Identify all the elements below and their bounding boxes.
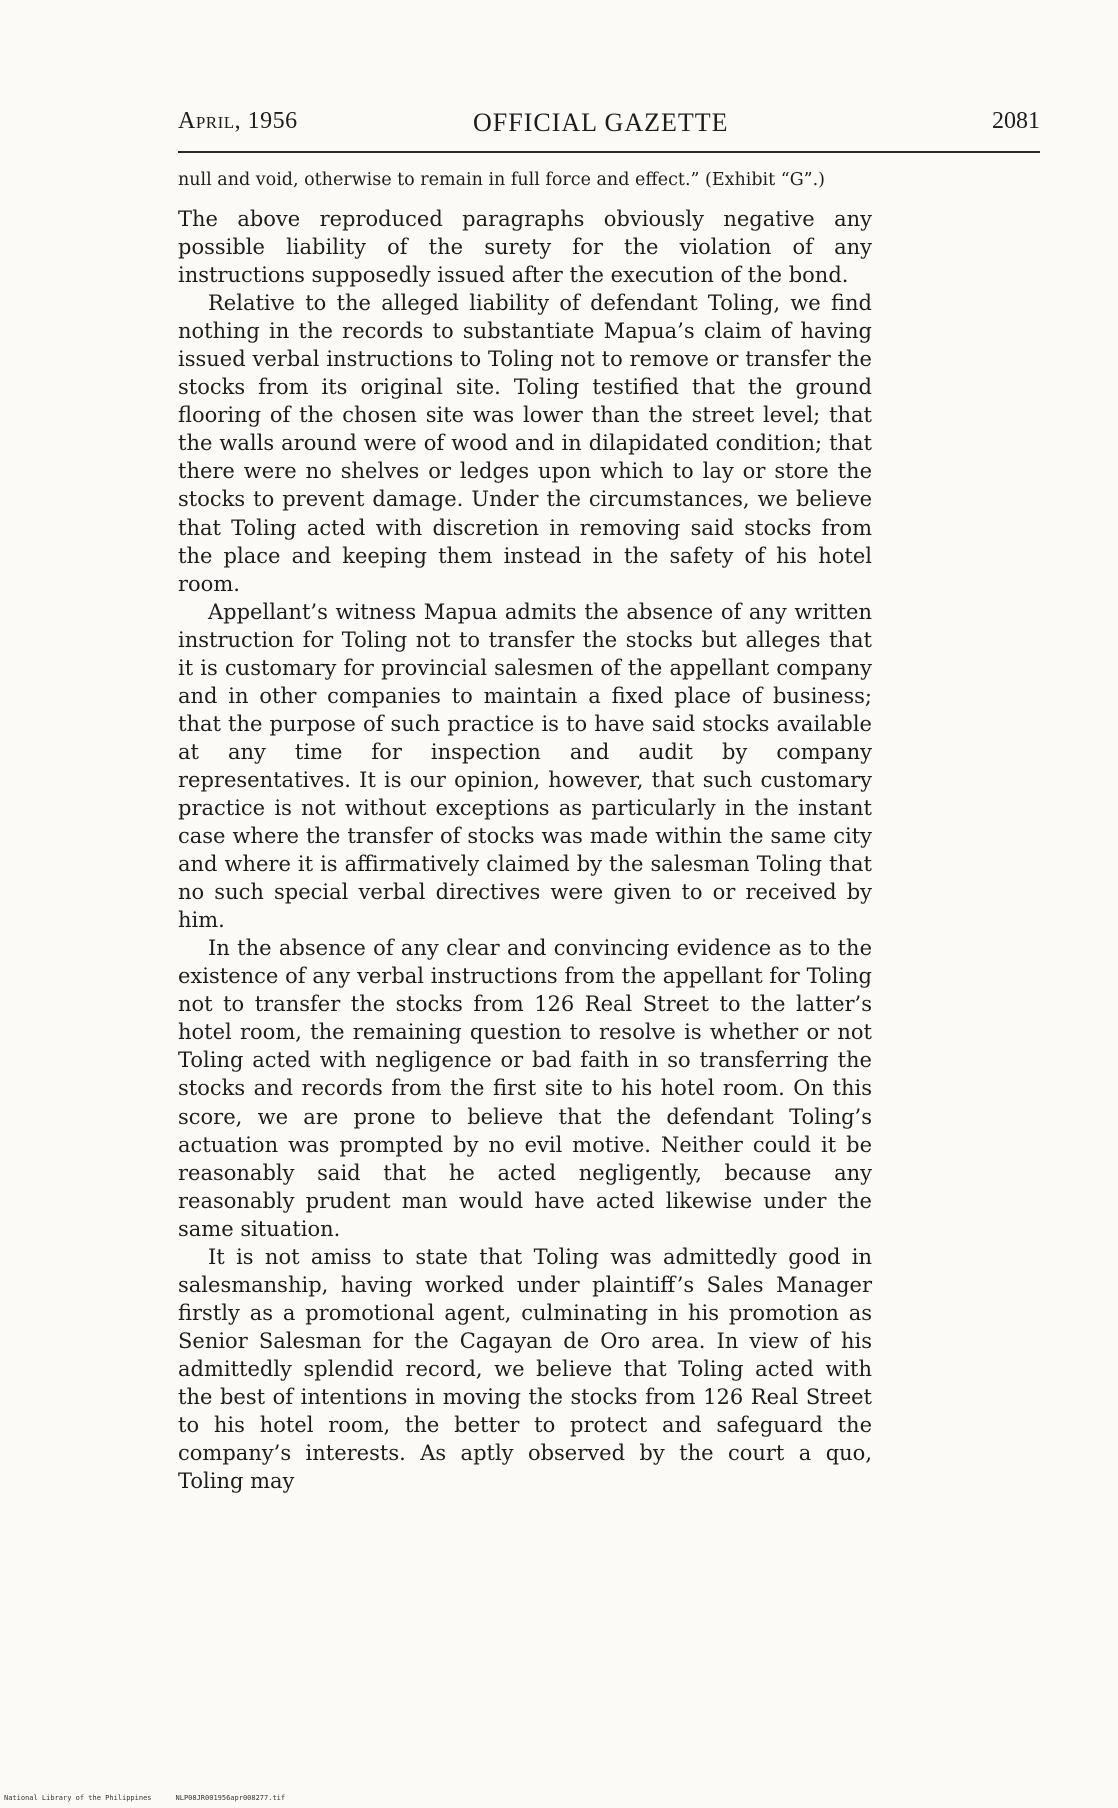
page-header <box>178 108 1040 144</box>
publication-title: OFFICIAL GAZETTE <box>473 108 729 137</box>
paragraph-absence-of-evidence: In the absence of any clear and convincing evidence as to the existence of any verbal instructions from the appellant for Toling not to transfer the stocks from 126 Real Street to the latter’s hotel room, the remaining question to resolve is whether or not Toling acted with negligence or bad faith in so transferring the stocks and records from the first site to his hotel room. On this score, we are prone to believe that the defendant Toling’s actuation was prompted by no evil motive. Neither could it be reasonably said that he acted negligently, because any reasonably prudent man would have acted likewise under the same situation. <box>178 936 872 1241</box>
paragraph-toling-liability: Relative to the alleged liability of defendant Toling, we find nothing in the records to substantiate Mapua’s claim of having issued verbal instructions to Toling not to remove or transfer the stocks from its original site. Toling testified that the ground flooring of the chosen site was lower than the street level; that the walls around were of wood and in dilapidated condition; that there were no shelves or ledges upon which to lay or store the stocks to prevent damage. Under the circumstances, we believe that Toling acted with discretion in removing said stocks from the place and keeping them instead in the safety of his hotel room. <box>178 291 872 596</box>
issue-date: April, 1956 <box>178 108 298 134</box>
scan-footer <box>4 1794 309 1802</box>
paragraph-mapua-witness: Appellant’s witness Mapua admits the absence of any written instruction for Toling not to transfer the stocks but alleges that it is customary for provincial salesmen of the appellant company and in other companies to maintain a fixed place of business; that the purpose of such practice is to have said stocks available at any time for inspection and audit by company representatives. It is our opinion, however, that such customary practice is not without exceptions as particularly in the instant case where the transfer of stocks was made within the same city and where it is affirmatively claimed by the salesman Toling that no such special verbal directives were given to or received by him. <box>178 599 872 933</box>
quoted-exhibit-ending: null and void, otherwise to remain in full force and effect.” (Exhibit “G”.) <box>178 170 826 190</box>
paragraph-surety-liability: The above reproduced paragraphs obviously negative any possible liability of the surety for the violation of any instructions supposedly issued after the execution of the bond. <box>178 207 872 288</box>
page-number: 2081 <box>992 108 1040 134</box>
library-credit: National Library of the Philippines <box>4 1794 152 1802</box>
article-body <box>178 170 872 1495</box>
scan-file-id: NLP08JR001956apr008277.tif <box>175 1794 286 1802</box>
paragraph-salesmanship: It is not amiss to state that Toling was admittedly good in salesmanship, having worked under plaintiff’s Sales Manager firstly as a promotional agent, culminating in his promotion as Senior Salesman for the Cagayan de Oro area. In view of his admittedly splendid record, we believe that Toling acted with the best of intentions in moving the stocks from 126 Real Street to his hotel room, the better to protect and safeguard the company’s interests. As aptly observed by the court a quo, Toling may <box>178 1244 872 1494</box>
header-rule <box>178 151 1040 153</box>
